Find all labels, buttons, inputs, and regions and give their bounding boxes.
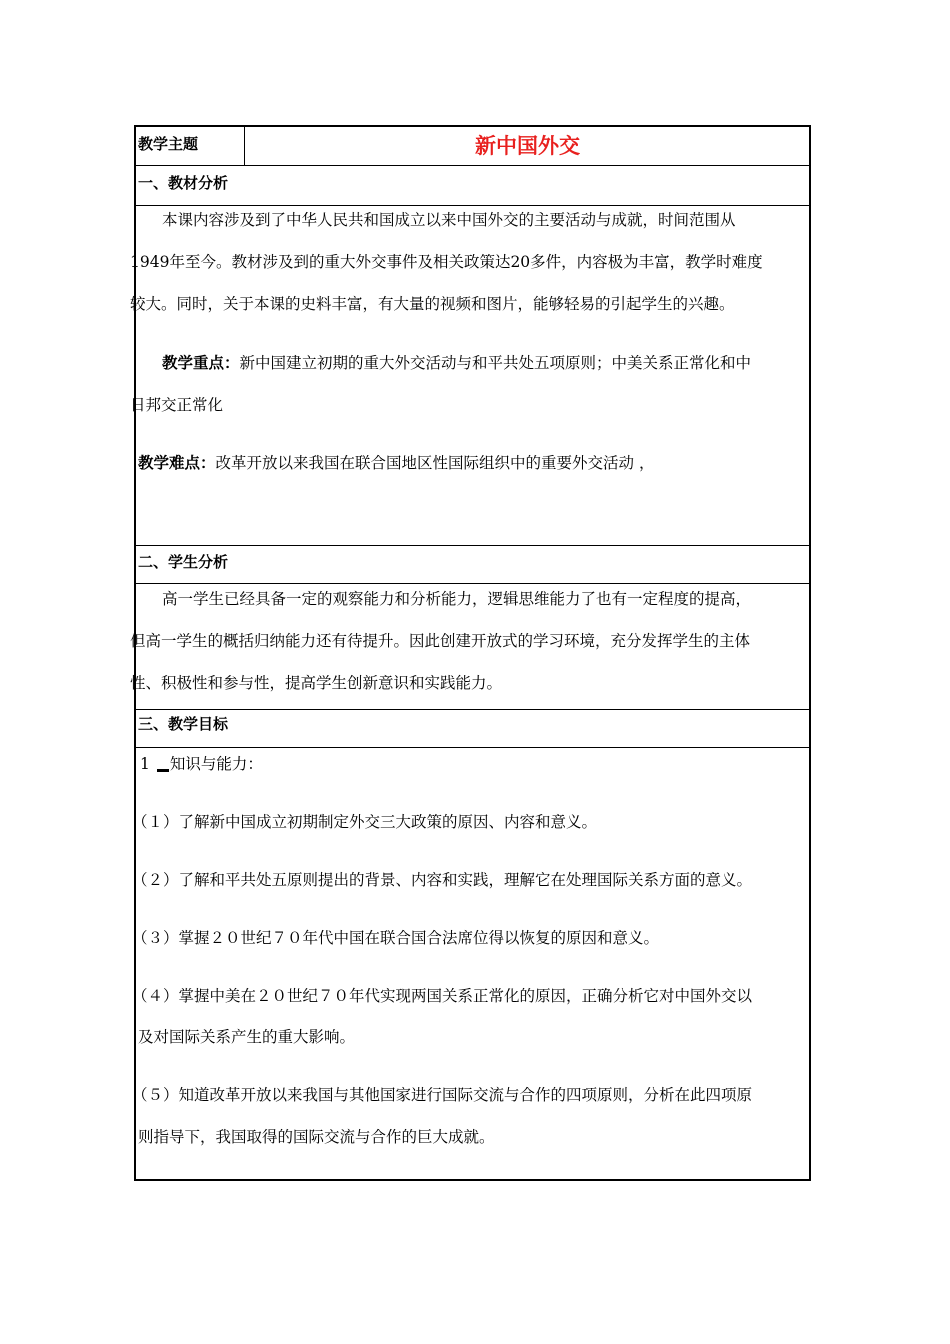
lesson-plan-table xyxy=(130,125,811,1181)
row-divider xyxy=(136,545,809,546)
goal-item: （４）掌握中美在２０世纪７０年代实现两国关系正常化的原因，正确分析它对中国外交以 xyxy=(132,987,753,1005)
goal-item-continued: 则指导下，我国取得的国际交流与合作的巨大成就。 xyxy=(138,1128,495,1146)
header-divider xyxy=(244,127,245,165)
section-heading-students: 二、学生分析 xyxy=(138,553,229,571)
textbook-paragraph xyxy=(130,199,763,325)
underline-mark xyxy=(157,769,169,772)
key-points-continued: 日邦交正常化 xyxy=(130,396,224,414)
students-paragraph xyxy=(130,578,752,704)
goal-item: （２）了解和平共处五原则提出的背景、内容和实践，理解它在处理国际关系方面的意义。 xyxy=(132,871,753,889)
topic-title: 新中国外交 xyxy=(475,134,580,158)
key-points xyxy=(162,351,751,373)
section-heading-goals: 三、教学目标 xyxy=(138,715,229,733)
goals-intro xyxy=(140,752,263,774)
goal-item: （３）掌握２０世纪７０年代中国在联合国合法席位得以恢复的原因和意义。 xyxy=(132,929,660,947)
section-heading-textbook: 一、教材分析 xyxy=(138,174,229,192)
row-divider xyxy=(136,165,809,166)
key-points-text: 新中国建立初期的重大外交活动与和平共处五项原则；中美关系正常化和中 xyxy=(239,354,752,372)
difficult-points-text: 改革开放以来我国在联合国地区性国际组织中的重要外交活动 ， xyxy=(215,454,655,472)
difficult-points-label: 教学难点： xyxy=(138,454,216,472)
goal-item: （１）了解新中国成立初期制定外交三大政策的原因、内容和意义。 xyxy=(132,813,598,831)
goals-intro-number: 1 xyxy=(140,755,150,773)
goal-item-continued: 及对国际关系产生的重大影响。 xyxy=(138,1028,356,1046)
text-line: 1949年至今。教材涉及到的重大外交事件及相关政策达20多件，内容极为丰富，教学时难度 xyxy=(130,253,763,271)
text-line: 较大。同时，关于本课的史料丰富，有大量的视频和图片，能够轻易的引起学生的兴趣。 xyxy=(130,295,735,313)
row-divider xyxy=(136,747,809,748)
goal-item: （５）知道改革开放以来我国与其他国家进行国际交流与合作的四项原则，分析在此四项原 xyxy=(132,1086,753,1104)
goals-intro-text: 知识与能力： xyxy=(169,755,263,773)
key-points-label: 教学重点： xyxy=(162,354,240,372)
row-divider xyxy=(136,709,809,710)
text-line: 性、积极性和参与性，提高学生创新意识和实践能力。 xyxy=(130,674,503,692)
text-line: 本课内容涉及到了中华人民共和国成立以来中国外交的主要活动与成就，时间范围从 xyxy=(162,211,736,229)
difficult-points xyxy=(138,451,654,473)
text-line: 但高一学生的概括归纳能力还有待提升。因此创建开放式的学习环境，充分发挥学生的主体 xyxy=(130,632,751,650)
text-line: 高一学生已经具备一定的观察能力和分析能力，逻辑思维能力了也有一定程度的提高， xyxy=(162,590,752,608)
topic-label: 教学主题 xyxy=(138,135,199,153)
